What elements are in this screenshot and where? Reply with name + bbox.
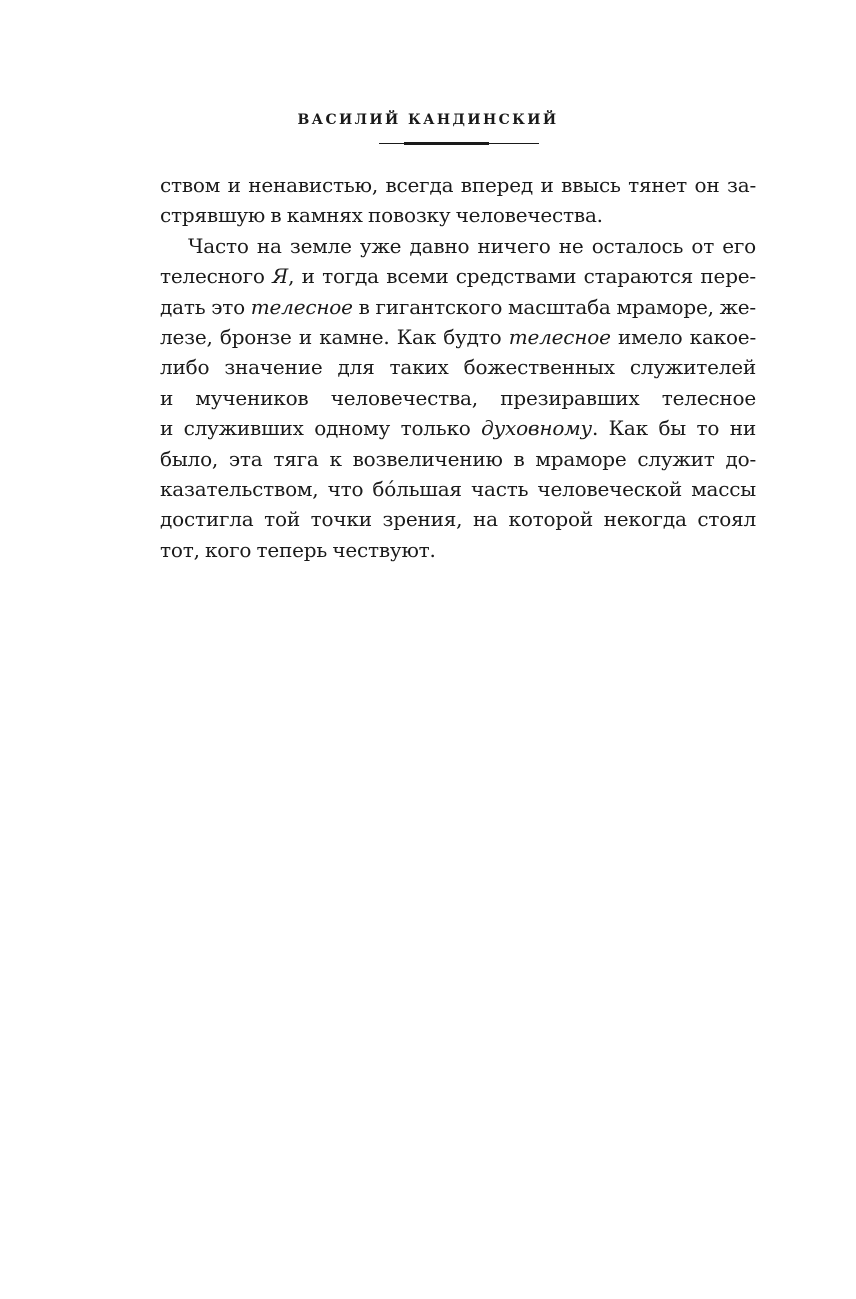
text-span: имело какое- — [610, 324, 757, 349]
text-span: казательством, что бóльшая часть человеческой массы — [160, 476, 756, 501]
text-line — [160, 200, 756, 230]
italic-span: телесное — [508, 324, 611, 349]
text-line — [160, 535, 756, 565]
text-span: лезе, бронзе и камне. Как будто — [160, 324, 509, 349]
paragraph — [160, 231, 756, 565]
text-line — [160, 413, 756, 443]
running-head: ВАСИЛИЙ КАНДИНСКИЙ — [297, 112, 559, 128]
text-span: Часто на земле уже давно ничего не осталось от его — [188, 233, 756, 258]
text-line — [160, 383, 756, 413]
italic-span: духовному — [481, 416, 592, 441]
text-line — [160, 261, 756, 291]
text-line — [160, 292, 756, 322]
text-span: и служивших одному только — [160, 416, 482, 441]
header-rule-accent — [404, 142, 489, 145]
text-span: стрявшую в камнях повозку человечества. — [160, 203, 603, 228]
text-line — [160, 170, 756, 200]
text-line — [160, 352, 756, 382]
text-span: было, эта тяга к возвеличению в мраморе служит до- — [160, 446, 756, 471]
text-span: достигла той точки зрения, на которой некогда стоял — [160, 507, 756, 532]
body-text — [160, 170, 756, 565]
text-line — [160, 231, 756, 261]
text-span: и мучеников человечества, презиравших телесное — [160, 385, 756, 410]
text-line — [160, 504, 756, 534]
text-span: дать это — [160, 294, 251, 319]
text-span: либо значение для таких божественных служителей — [160, 355, 756, 380]
italic-span: Я — [272, 264, 289, 289]
text-line — [160, 444, 756, 474]
text-line — [160, 322, 756, 352]
text-span: , и тогда всеми средствами стараются пере- — [288, 264, 756, 289]
text-span: . Как бы то ни — [591, 416, 756, 441]
text-line — [160, 474, 756, 504]
text-span: ством и ненавистью, всегда вперед и ввысь тянет он за- — [160, 173, 756, 197]
italic-span: телесное — [250, 294, 353, 319]
text-span: телесного — [160, 264, 273, 289]
text-span: тот, кого теперь чествуют. — [160, 537, 436, 562]
text-span: в гигантского масштаба мраморе, же- — [352, 294, 756, 319]
paragraph — [160, 170, 756, 231]
